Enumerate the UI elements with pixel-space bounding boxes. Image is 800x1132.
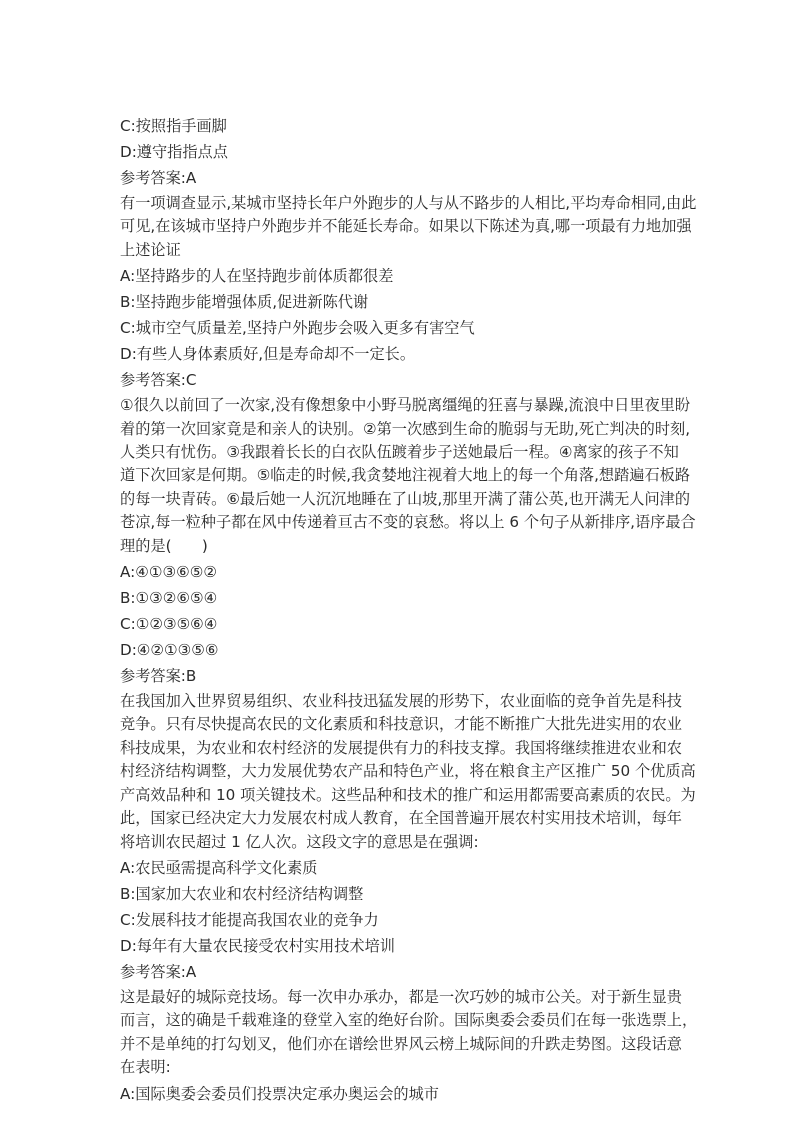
question-text <box>120 690 696 854</box>
answer-option: D:有些人身体素质好,但是寿命却不一定长。 <box>120 345 416 364</box>
question-line: 的每一块青砖。⑥最后她一人沉沉地睡在了山坡,那里开满了蒲公英,也开满无人问津的 <box>120 489 691 508</box>
question-line: 有一项调查显示,某城市坚持长年户外跑步的人与从不路步的人相比,平均寿命相同,由此 <box>120 194 697 212</box>
answer-option: C:城市空气质量差,坚持户外跑步会吸入更多有害空气 <box>120 319 475 338</box>
document-page <box>120 114 698 1108</box>
question-text <box>120 192 697 262</box>
question-line: 这是最好的城际竞技场。每一次申办承办，都是一次巧妙的城市公关。对于新生显贵 <box>120 987 682 1006</box>
question-line: 产高效品种和 10 项关键技术。这些品种和技术的推广和运用都需要高素质的农民。为 <box>120 785 696 804</box>
answer-option: D:遵守指指点点 <box>120 143 228 161</box>
answer-option: C:按照指手画脚 <box>120 117 227 135</box>
question-line: 将培训农民超过 1 亿人次。这段文字的意思是在强调: <box>120 832 479 851</box>
question-line: 而言，这的确是千载难逢的登堂入室的绝好台阶。国际奥委会委员们在每一张选票上， <box>120 1011 698 1030</box>
answer-option: A:④①③⑥⑤② <box>120 563 217 582</box>
answer-option: C:发展科技才能提高我国农业的竞争力 <box>120 910 379 929</box>
question-line: 在表明: <box>120 1058 171 1077</box>
answer-option: B:①③②⑥⑤④ <box>120 589 218 608</box>
answer-option: D:每年有大量农民接受农村实用技术培训 <box>120 936 395 955</box>
question-line: ①很久以前回了一次家,没有像想象中小野马脱离缰绳的狂喜与暴躁,流浪中日里夜里盼 <box>120 396 691 415</box>
answer-option: B:坚持跑步能增强体质,促进新陈代谢 <box>120 293 369 312</box>
question-line: 在我国加入世界贸易组织、农业科技迅猛发展的形势下，农业面临的竞争首先是科技 <box>120 692 682 711</box>
answer-option: A:国际奥委会委员们投票决定承办奥运会的城市 <box>120 1084 439 1103</box>
question-line: 人类只有忧伤。③我跟着长长的白衣队伍踱着步子送她最后一程。④离家的孩子不知 <box>120 443 679 462</box>
question-line: 可见,在该城市坚持户外跑步并不能延长寿命。如果以下陈述为真,哪一项最有力地加强 <box>120 217 692 236</box>
answer-key: 参考答案:A <box>120 962 197 981</box>
answer-key: 参考答案:C <box>120 371 197 390</box>
answer-key: 参考答案:A <box>120 169 197 187</box>
question-text <box>120 986 698 1080</box>
question-line: 理的是( ) <box>120 536 208 555</box>
answer-option: B:国家加大农业和农村经济结构调整 <box>120 884 364 903</box>
question-line: 上述论证 <box>120 240 181 259</box>
question-line: 并不是单纯的打勾划叉，他们亦在谱绘世界风云榜上城际间的升跌走势图。这段话意 <box>120 1034 682 1053</box>
question-line: 道下次回家是何期。⑤临走的时候,我贪婪地注视着大地上的每一个角落,想踏遍石板路 <box>120 466 691 485</box>
question-line: 此，国家已经决定大力发展农村成人教育，在全国普遍开展农村实用技术培训，每年 <box>120 809 682 828</box>
answer-key: 参考答案:B <box>120 667 197 686</box>
question-line: 着的第一次回家竟是和亲人的诀别。②第一次感到生命的脆弱与无助,死亡判决的时刻, <box>120 419 691 438</box>
answer-option: A:坚持路步的人在坚持跑步前体质都很差 <box>120 267 394 286</box>
question-text <box>120 394 696 558</box>
answer-option: A:农民亟需提高科学文化素质 <box>120 858 318 877</box>
question-line: 竞争。只有尽快提高农民的文化素质和科技意识，才能不断推广大批先进实用的农业 <box>120 715 682 734</box>
answer-option: D:④②①③⑤⑥ <box>120 641 219 660</box>
question-line: 苍凉,每一粒种子都在风中传递着亘古不变的哀愁。将以上 6 个句子从新排序,语序最合 <box>120 513 696 532</box>
question-line: 科技成果，为农业和农村经济的发展提供有力的科技支撑。我国将继续推进农业和农 <box>120 738 682 757</box>
question-line: 村经济结构调整，大力发展优势农产品和特色产业，将在粮食主产区推广 50 个优质高 <box>120 762 696 781</box>
answer-option: C:①②③⑤⑥④ <box>120 615 218 634</box>
